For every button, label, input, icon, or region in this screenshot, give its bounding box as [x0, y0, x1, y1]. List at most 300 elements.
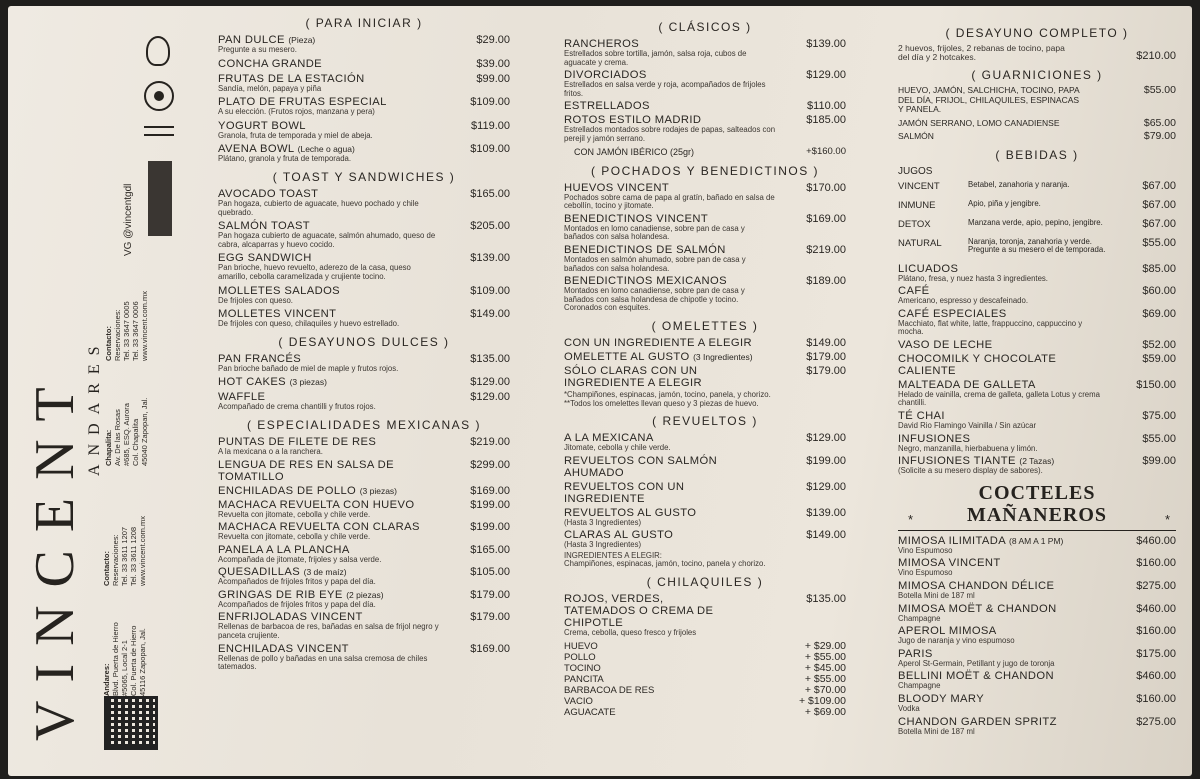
juice-price: $67.00 [1142, 217, 1176, 230]
menu-item [898, 670, 1176, 691]
section-toast [218, 188, 510, 329]
andares-address [102, 622, 147, 696]
item-price: $165.00 [470, 187, 510, 200]
item-price: $39.00 [476, 57, 510, 70]
menu-item [218, 285, 510, 306]
logo-bar [148, 161, 172, 236]
item-desc: Vino Espumoso [898, 568, 953, 578]
menu-item [564, 213, 846, 242]
juice-row [898, 200, 1176, 211]
desayuno-completo [898, 44, 1176, 62]
ear-icon [146, 36, 170, 66]
juice-price: $67.00 [1142, 198, 1176, 211]
item-price: $109.00 [470, 96, 510, 109]
menu-item [218, 611, 510, 640]
address-line: Tel. 33 3647 0005 [122, 301, 131, 361]
item-name [898, 716, 1176, 728]
brand-strip [8, 6, 208, 776]
item-name-text: CAFÉ [898, 285, 930, 298]
item-name [564, 481, 846, 505]
section-dulces [218, 353, 510, 412]
item-desc: Plátano, granola y fruta de temporada. [218, 154, 352, 164]
item-desc: (Solicite a su mesero display de sabores). [898, 466, 1043, 476]
item-desc: Pregunte a su mesero. [218, 45, 297, 54]
row-label: VACIO [564, 695, 593, 707]
menu-item [564, 182, 846, 211]
item-name [564, 351, 846, 363]
menu-column-2 [564, 6, 846, 718]
section-guarniciones [898, 86, 1176, 142]
cutlery-icon [144, 126, 174, 136]
item-desc: Montados en salmón ahumado, sobre pan de casa y bañados con salsa holandesa. [564, 254, 746, 273]
item-name-text: HOT CAKES [218, 376, 287, 389]
row-label: HUEVO [564, 640, 598, 652]
chilaquiles-desc: Crema, cebolla, queso fresco y frijoles [564, 628, 697, 638]
item-name-text: PARIS [898, 647, 933, 660]
menu-item [898, 285, 1176, 306]
menu-item [218, 96, 510, 117]
item-price: $139.00 [470, 252, 510, 265]
menu-item [564, 244, 846, 273]
item-price: $110.00 [807, 100, 846, 113]
item-name [218, 376, 510, 388]
extra-row [564, 641, 846, 652]
item-price: $129.00 [806, 432, 846, 445]
juice-desc: Apio, piña y jengibre. [968, 198, 1041, 208]
address-line: Av. De las Rosas [113, 409, 122, 466]
item-name-text: ENCHILADAS DE POLLO [218, 484, 357, 497]
section-pochados [564, 182, 846, 313]
address-line: #5065, Local 2-1 [120, 640, 129, 696]
juice-desc: Manzana verde, apio, pepino, jengibre. [968, 217, 1103, 227]
section-revueltos [564, 432, 846, 550]
section-title-para-iniciar: ( PARA INICIAR ) [305, 16, 423, 30]
item-name [218, 485, 510, 497]
menu-item [218, 544, 510, 565]
address-line: Tel. 33 3647 0006 [131, 301, 140, 361]
extra-row [564, 674, 846, 685]
brand-subtitle: ANDARES [86, 337, 103, 476]
item-desc: Rellenas de pollo y bañadas en una salsa cremosa de chiles tatemados. [218, 653, 428, 672]
item-name-text: CONCHA GRANDE [218, 57, 323, 70]
item-desc: Pan brioche, huevo revuelto, aderezo de la casa, queso amarillo, cebolla caramelizada y crujiente tocino. [218, 263, 411, 281]
item-name-text: EGG SANDWICH [218, 252, 312, 265]
item-price: $109.00 [470, 143, 510, 156]
address-line: www.vincent.com.mx [140, 290, 149, 361]
chilaquiles-extras [564, 641, 846, 718]
address-line: #685, ESQ. Aurora [122, 403, 131, 466]
item-price: $275.00 [1136, 715, 1176, 728]
juice-price: $55.00 [1142, 236, 1176, 249]
item-name-text: MALTEADA DE GALLETA [898, 378, 1036, 391]
item-name-text: REVUELTOS CON UN INGREDIENTE [564, 480, 685, 505]
item-price: $85.00 [1142, 262, 1176, 275]
section-title-toast: ( TOAST Y SANDWICHES ) [272, 169, 456, 184]
item-desc: A su elección. (Frutos rojos, manzana y pera) [218, 107, 375, 117]
menu-item [898, 625, 1176, 646]
item-price: $460.00 [1136, 534, 1176, 547]
address-line: Col. Puerta de Hierro [129, 625, 138, 696]
item-price: $460.00 [1136, 670, 1176, 683]
item-name-text: DIVORCIADOS [564, 69, 647, 82]
item-name-text: INFUSIONES TIANTE [898, 455, 1016, 468]
item-name [218, 499, 510, 511]
chapalita-address [104, 398, 149, 466]
item-name [898, 263, 1176, 275]
item-name [898, 693, 1176, 705]
item-name [564, 507, 846, 519]
item-price: $219.00 [470, 435, 510, 448]
chilaquiles-name: ROJOS, VERDES, TATEMADOS O CREMA DE CHIPOTLE [564, 593, 714, 630]
address-line: Tel. 33 3611 1207 [120, 526, 129, 586]
item-price: $189.00 [806, 275, 846, 288]
item-name [218, 120, 510, 132]
item-note: (Pieza) [288, 35, 316, 45]
address-heading: Andares: [102, 663, 111, 696]
item-price: $169.00 [470, 484, 510, 497]
omelettes-notes [564, 391, 846, 408]
item-price: $52.00 [1142, 338, 1176, 351]
item-note: (Leche o agua) [297, 144, 355, 155]
menu-item [218, 391, 510, 412]
item-price: $55.00 [1142, 432, 1176, 445]
menu-item [898, 455, 1176, 476]
item-desc: A la mexicana o a la ranchera. [218, 446, 323, 456]
row-label: HUEVO, JAMÓN, SALCHICHA, TOCINO, PAPA DEL DÍA, FRIJOL, CHILAQUILES, ESPINACAS Y PANELA. [898, 85, 1080, 114]
row-price: + $70.00 [804, 683, 846, 696]
section-para-iniciar [218, 34, 510, 164]
menu-item [898, 580, 1176, 601]
item-price: $135.00 [470, 352, 510, 365]
item-price: $129.00 [470, 376, 510, 389]
menu-item [218, 188, 510, 217]
item-price: $109.00 [470, 284, 510, 297]
item-name-text: PUNTAS DE FILETE DE RES [218, 435, 377, 448]
section-bebidas [898, 263, 1176, 476]
menu-item [564, 507, 846, 528]
item-name-text: REVUELTOS CON SALMÓN AHUMADO [564, 454, 718, 479]
item-desc: Montados en lomo canadiense, sobre pan de casa y bañados con salsa holandesa de chipotle y tocino. Coronados con esquites. [564, 286, 745, 313]
item-price: $169.00 [470, 642, 510, 655]
item-note: (3 Ingredientes) [693, 351, 753, 362]
item-name-text: CAFÉ ESPECIALES [898, 307, 1007, 320]
item-price: $160.00 [1136, 557, 1176, 570]
menu-item [218, 499, 510, 520]
item-name-text: WAFFLE [218, 391, 266, 404]
side-row [898, 116, 1176, 129]
item-price: $149.00 [470, 308, 510, 321]
juice-price: $67.00 [1142, 179, 1176, 192]
item-note: (3 piezas) [359, 485, 398, 496]
address-line: Col. Chapalita [131, 418, 140, 466]
item-name [218, 643, 510, 655]
menu-item [218, 376, 510, 388]
menu-item [218, 143, 510, 164]
menu-item [898, 716, 1176, 737]
menu-item [218, 521, 510, 542]
completo-desc: 2 huevos, frijoles, 2 rebanas de tocino, papa del día y 2 hotcakes. [898, 43, 1065, 62]
row-price: + $29.00 [804, 639, 846, 652]
juice-row [898, 181, 1176, 192]
menu-item [218, 252, 510, 281]
item-price: $99.00 [1142, 455, 1176, 468]
note-line: **Todos los omelettes llevan queso y 3 piezas de huevo. [564, 398, 759, 408]
section-jugos [898, 181, 1176, 255]
star-icon: * [908, 511, 914, 527]
qr-code[interactable] [104, 696, 158, 750]
item-price: $179.00 [806, 350, 846, 363]
row-price: + $55.00 [804, 650, 846, 663]
item-price: $160.00 [1136, 693, 1176, 705]
section-title-chilaquiles: ( CHILAQUILES ) [646, 575, 764, 590]
item-name-text: BENEDICTINOS VINCENT [564, 212, 709, 225]
item-name-text: PLATO DE FRUTAS ESPECIAL [218, 96, 387, 109]
juice-desc: Naranja, toronja, zanahoria y verde. Pregunte a su mesero el de temporada. [968, 236, 1106, 254]
cocteles-title-line2: MAÑANEROS [966, 503, 1108, 526]
item-desc: Americano, espresso y descafeinado. [898, 296, 1029, 306]
row-price: $79.00 [1143, 130, 1176, 142]
extra-price: +$160.00 [806, 145, 846, 157]
item-desc: De frijoles con queso. [218, 295, 293, 305]
menu-item [218, 120, 510, 141]
menu-item [218, 220, 510, 249]
item-name-text: MIMOSA CHANDON DÉLICE [898, 580, 1055, 593]
item-name [564, 100, 846, 112]
juice-row [898, 238, 1176, 255]
item-desc: (Hasta 3 Ingredientes) [564, 540, 642, 550]
item-name-text: GRINGAS DE RIB EYE [218, 588, 343, 601]
item-desc: Acompañado de crema chantilli y frutos rojos. [218, 402, 376, 412]
item-name [564, 365, 846, 389]
section-title-dulces: ( DESAYUNOS DULCES ) [278, 334, 450, 349]
row-label: PANCITA [564, 673, 604, 685]
row-price: $55.00 [1143, 84, 1176, 96]
menu-item [898, 353, 1176, 377]
item-name-text: MACHACA REVUELTA CON HUEVO [218, 498, 415, 511]
item-name-text: MOLLETES SALADOS [218, 284, 341, 297]
side-row [898, 132, 1176, 142]
section-title-pochados: ( POCHADOS Y BENEDICTINOS ) [590, 163, 820, 178]
item-price: $99.00 [476, 72, 510, 85]
item-note: (3 piezas) [289, 377, 327, 388]
item-name-text: AVOCADO TOAST [218, 187, 319, 200]
menu-item [564, 114, 846, 143]
menu-item [898, 379, 1176, 408]
item-name-text: INFUSIONES [898, 432, 971, 445]
section-title-mexicanas: ( ESPECIALIDADES MEXICANAS ) [246, 417, 482, 432]
item-price: $199.00 [470, 498, 510, 511]
item-name [218, 58, 510, 70]
address-line: 45040 Zapopan, Jal. [140, 397, 149, 466]
menu-item [898, 693, 1176, 714]
section-clasicos [564, 38, 846, 144]
item-desc: Revuelta con jitomate, cebolla y chile verde. [218, 532, 371, 542]
item-price: $129.00 [806, 480, 846, 493]
menu-item [218, 459, 510, 483]
item-name-text: FRUTAS DE LA ESTACIÓN [218, 72, 365, 85]
item-desc: Estrellados sobre tortilla, jamón, salsa roja, cubos de aguacate y crema. [564, 49, 747, 67]
item-price: $175.00 [1136, 647, 1176, 660]
item-desc: Pan brioche bañado de miel de maple y frutos rojos. [218, 363, 399, 373]
menu-item [564, 275, 846, 313]
item-name [564, 213, 846, 225]
item-name-text: CHOCOMILK Y CHOCOLATE CALIENTE [898, 352, 1057, 377]
item-name [564, 182, 846, 194]
item-note: (8 AM A 1 PM) [1009, 535, 1064, 546]
item-desc: Revuelta con jitomate, cebolla y chile verde. [218, 509, 371, 519]
section-title-omelettes: ( OMELETTES ) [651, 318, 759, 333]
item-price: $129.00 [806, 69, 846, 82]
section-title-guarniciones: ( GUARNICIONES ) [971, 68, 1103, 82]
item-name-text: ENFRIJOLADAS VINCENT [218, 611, 363, 624]
item-price: $69.00 [1142, 307, 1176, 320]
item-name [218, 544, 510, 556]
menu-item [898, 535, 1176, 556]
cocteles-title-line1: COCTELES [978, 481, 1096, 504]
item-price: $179.00 [470, 611, 510, 624]
item-note: (2 Tazas) [1019, 456, 1055, 467]
menu-item [564, 69, 846, 98]
juice-name: NATURAL [898, 237, 942, 249]
item-name-text: HUEVOS VINCENT [564, 181, 670, 194]
juice-desc: Betabel, zanahoria y naranja. [968, 179, 1070, 189]
item-price: $275.00 [1136, 580, 1176, 593]
address-line: Tel. 33 3611 1208 [129, 526, 138, 586]
item-name [218, 285, 510, 297]
item-name [898, 603, 1176, 615]
menu-item [898, 557, 1176, 578]
menu-column-1 [218, 6, 510, 674]
menu-item [218, 308, 510, 329]
item-name-text: VASO DE LECHE [898, 338, 993, 351]
item-desc: Acompañados de frijoles fritos y papa del día. [218, 599, 376, 609]
andares-contact [102, 516, 147, 586]
item-name-text: BELLINI MOËT & CHANDON [898, 670, 1054, 683]
item-desc: Acompañados de frijoles fritos y papa del día. [218, 577, 376, 587]
row-label: POLLO [564, 651, 596, 663]
chilaquiles-price: $135.00 [806, 593, 846, 606]
item-name-text: PANELA A LA PLANCHA [218, 543, 350, 556]
address-line: Reservaciones: [113, 309, 122, 361]
completo-price: $210.00 [1136, 50, 1176, 62]
row-price: + $69.00 [804, 705, 846, 718]
item-name-text: MIMOSA MOËT & CHANDON [898, 602, 1057, 615]
item-price: $219.00 [806, 243, 846, 256]
item-name-text: PAN DULCE [218, 34, 285, 46]
item-name [898, 433, 1176, 445]
item-desc: Macchiato, flat white, latte, frappuccino, cappuccino y mocha. [898, 318, 1083, 337]
item-price: $160.00 [1136, 625, 1176, 638]
item-desc: Pan hogaza, cubierto de aguacate, huevo pochado y chile quebrado. [218, 198, 419, 217]
extra-row [564, 663, 846, 674]
menu-item [898, 339, 1176, 351]
menu-item [564, 432, 846, 453]
item-name [218, 459, 510, 483]
row-label: SALMÓN [898, 131, 934, 141]
item-price: $199.00 [806, 454, 846, 467]
item-name-text: ESTRELLADOS [564, 100, 650, 113]
row-price: $65.00 [1143, 116, 1176, 129]
item-price: $150.00 [1136, 378, 1176, 391]
item-name-text: APEROL MIMOSA [898, 625, 997, 638]
item-name [898, 308, 1176, 320]
menu-item [898, 308, 1176, 337]
item-name-text: LENGUA DE RES EN SALSA DE TOMATILLO [218, 458, 395, 483]
item-desc: Montados en lomo canadiense, sobre pan de casa y bañados con salsa holandesa. [564, 223, 745, 242]
item-desc: Jugo de naranja y vino espumoso [898, 636, 1015, 646]
item-desc: Estrellados montados sobre rodajes de papas, salteados con perejil y jamón serrano. [564, 125, 776, 143]
menu-item [898, 433, 1176, 454]
row-label: JAMÓN SERRANO, LOMO CANADIENSE [898, 117, 1060, 128]
address-line: Reservaciones: [111, 534, 120, 586]
item-desc: Granola, fruta de temporada y miel de abeja. [218, 130, 373, 140]
item-note: (2 piezas) [346, 589, 384, 600]
cocteles-header [898, 482, 1176, 526]
item-name [898, 648, 1176, 660]
menu-item [898, 648, 1176, 669]
note-line: Champiñones, espinacas, jamón, tocino, panela y chorizo. [564, 559, 766, 569]
item-desc: Aperol St-Germain, Petillant y jugo de toronja [898, 658, 1055, 668]
address-heading: Contacto: [102, 551, 111, 586]
item-desc: De frijoles con queso, chilaquiles y huevo estrellado. [218, 319, 400, 329]
item-name [564, 337, 846, 349]
item-desc: Pan hogaza cubierto de aguacate, salmón ahumado, queso de cabra, alcaparras y huevo cocido. [218, 231, 436, 249]
item-desc: David Rio Flamingo Vainilla / Sin azúcar [898, 421, 1037, 431]
item-name [564, 455, 846, 479]
item-name-text: BENEDICTINOS MEXICANOS [564, 275, 727, 288]
item-name-text: BLOODY MARY [898, 693, 985, 705]
row-label: AGUACATE [564, 706, 616, 718]
item-price: $105.00 [470, 566, 510, 579]
social-handle: VG @vincentgdl [123, 183, 134, 256]
address-heading: Chapalita: [104, 429, 113, 466]
row-price: + $109.00 [798, 694, 846, 707]
item-desc: Champagne [898, 681, 941, 691]
item-name-text: YOGURT BOWL [218, 119, 306, 132]
item-desc: Botella Mini de 187 ml [898, 591, 975, 601]
jugos-label: JUGOS [898, 165, 933, 177]
item-name-text: MIMOSA ILIMITADA [898, 534, 1006, 547]
item-desc: Helado de vainilla, crema de galleta, galleta Lotus y crema chantilli. [898, 389, 1100, 408]
item-desc: Vodka [898, 704, 920, 713]
item-name-text: QUESADILLAS [218, 566, 301, 579]
item-name-text: SALMÓN TOAST [218, 220, 311, 233]
item-price: $299.00 [470, 458, 510, 471]
menu-item [218, 353, 510, 374]
juice-name: VINCENT [898, 180, 940, 192]
section-omelettes [564, 337, 846, 389]
menu-item [564, 529, 846, 550]
item-desc: Champagne [898, 613, 941, 623]
menu-item [218, 436, 510, 457]
item-desc: (Hasta 3 Ingredientes) [564, 517, 642, 527]
menu-item [218, 73, 510, 94]
brand-name: VINCENT [24, 369, 86, 741]
menu-sheet [8, 6, 1192, 776]
item-name [898, 353, 1176, 377]
item-price: $119.00 [471, 119, 510, 132]
row-label: BARBACOA DE RES [564, 684, 655, 696]
item-price: $129.00 [470, 391, 510, 404]
item-name-text: TÉ CHAI [898, 410, 945, 423]
item-name-text: OMELETTE AL GUSTO [564, 350, 690, 363]
brand-logo [138, 26, 178, 216]
item-price: $60.00 [1142, 285, 1176, 298]
menu-item [898, 410, 1176, 431]
menu-item [218, 589, 510, 610]
extra-row [564, 707, 846, 718]
chilaquiles-main [564, 593, 846, 638]
